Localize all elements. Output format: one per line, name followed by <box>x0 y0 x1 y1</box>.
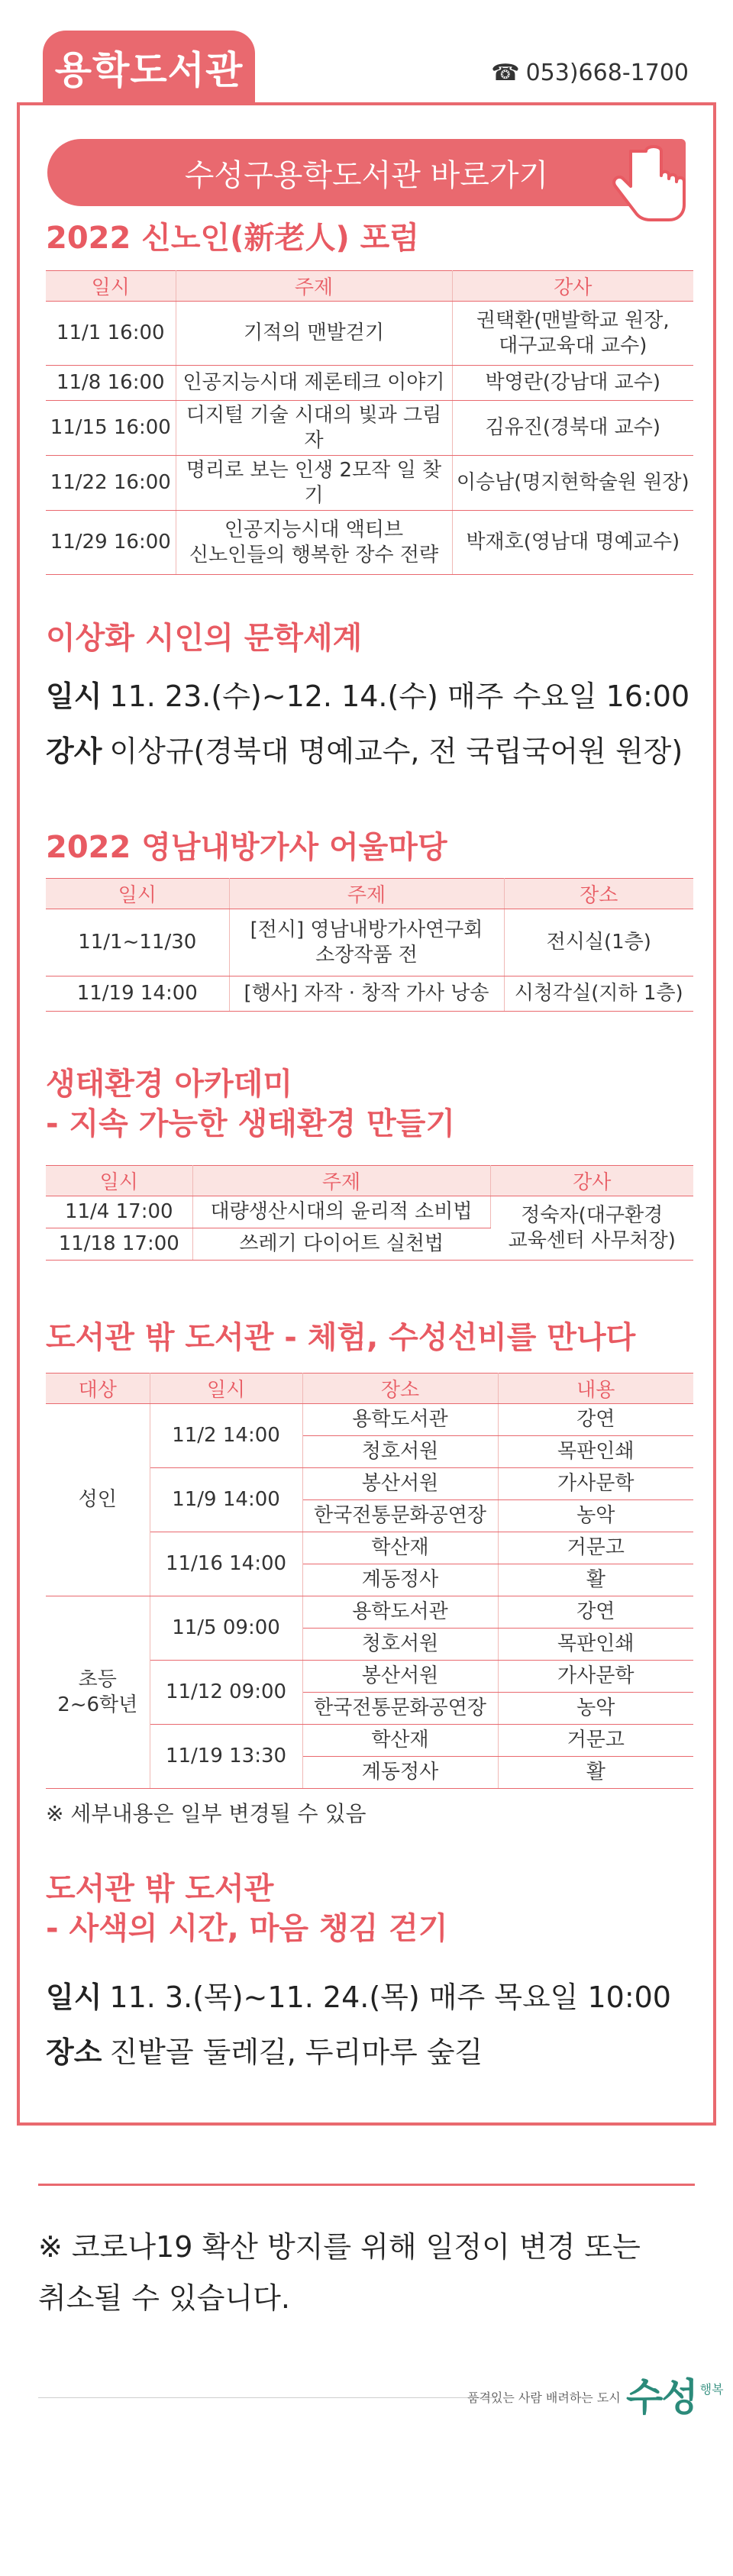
library-shortcut-button[interactable] <box>47 139 686 206</box>
outside-content-cell: 가사문학 <box>498 1468 693 1500</box>
outside-content-cell: 가사문학 <box>498 1661 693 1693</box>
outside-place-cell: 계동정사 <box>302 1564 498 1596</box>
eco-topic-cell: 대량생산시대의 윤리적 소비법 <box>192 1196 490 1228</box>
logo-small-text: 행복 <box>699 2382 724 2397</box>
eco-lecturer-cell: 정숙자(대구환경 교육센터 사무처장) <box>490 1196 693 1261</box>
table-row <box>46 976 693 1012</box>
outside-content-cell: 농악 <box>498 1500 693 1532</box>
outside-content-cell: 활 <box>498 1757 693 1789</box>
forum-topic-cell: 명리로 보는 인생 2모작 일 찾기 <box>176 456 452 511</box>
outside-target-cell: 초등 2~6학년 <box>46 1596 150 1789</box>
gasa-place-cell: 전시실(1층) <box>504 909 693 976</box>
walk-title-line2: - 사색의 시간, 마음 챙김 걷기 <box>46 1911 448 1946</box>
gasa-topic-cell: [행사] 자작 · 창작 가사 낭송 <box>229 976 504 1012</box>
gasa-topic-cell: [전시] 영남내방가사연구회 소장작품 전 <box>229 909 504 976</box>
outside-date-cell: 11/9 14:00 <box>150 1468 302 1532</box>
eco-title <box>46 1064 455 1144</box>
forum-topic-cell: 인공지능시대 제론테크 이야기 <box>176 366 452 401</box>
walk-title-line1: 도서관 밖 도서관 <box>46 1871 274 1906</box>
table-row <box>46 1404 693 1436</box>
city-slogan: 품격있는 사람 배려하는 도시 <box>467 2390 621 2405</box>
outside-note: ※ 세부내용은 일부 변경될 수 있음 <box>46 1801 366 1826</box>
gasa-title: 2022 영남내방가사 어울마당 <box>46 830 447 865</box>
forum-lecturer-cell: 이승남(명지현학술원 원장) <box>452 456 693 511</box>
gasa-place-cell: 시청각실(지하 1층) <box>504 976 693 1012</box>
walk-date <box>46 1980 671 2016</box>
poet-date <box>46 680 689 715</box>
eco-col-date: 일시 <box>46 1166 192 1196</box>
gasa-col-date: 일시 <box>46 879 229 909</box>
library-shortcut-label: 수성구용학도서관 바로가기 <box>184 157 549 193</box>
outside-date-cell: 11/5 09:00 <box>150 1596 302 1661</box>
outside-content-cell: 목판인쇄 <box>498 1629 693 1661</box>
gasa-date-cell: 11/19 14:00 <box>46 976 229 1012</box>
gasa-date-cell: 11/1~11/30 <box>46 909 229 976</box>
outside-place-cell: 청호서원 <box>302 1436 498 1468</box>
eco-col-lecturer: 강사 <box>490 1166 693 1196</box>
outside-col-date: 일시 <box>150 1374 302 1404</box>
gasa-col-topic: 주제 <box>229 879 504 909</box>
outside-place-cell: 봉산서원 <box>302 1468 498 1500</box>
table-row <box>46 1196 693 1228</box>
phone-number[interactable] <box>491 60 689 86</box>
outside-date-cell: 11/2 14:00 <box>150 1404 302 1468</box>
outside-place-cell: 한국전통문화공연장 <box>302 1500 498 1532</box>
forum-col-topic: 주제 <box>176 271 452 302</box>
forum-col-lecturer: 강사 <box>452 271 693 302</box>
forum-lecturer-cell: 박영란(강남대 교수) <box>452 366 693 401</box>
outside-place-cell: 한국전통문화공연장 <box>302 1693 498 1725</box>
outside-date-cell: 11/12 09:00 <box>150 1661 302 1725</box>
outside-content-cell: 거문고 <box>498 1532 693 1564</box>
outside-date-cell: 11/16 14:00 <box>150 1532 302 1596</box>
outside-title: 도서관 밖 도서관 - 체험, 수성선비를 만나다 <box>46 1320 636 1355</box>
eco-date-cell: 11/4 17:00 <box>46 1196 192 1228</box>
outside-col-place: 장소 <box>302 1374 498 1404</box>
forum-lecturer-cell: 김유진(경북대 교수) <box>452 401 693 456</box>
forum-lecturer-cell: 박재호(영남대 명예교수) <box>452 511 693 575</box>
gasa-table <box>46 878 693 1012</box>
outside-place-cell: 청호서원 <box>302 1629 498 1661</box>
suseong-logo <box>626 2367 724 2422</box>
outside-target-cell: 성인 <box>46 1404 150 1596</box>
table-row <box>46 302 693 366</box>
walk-date-label: 일시 <box>46 1980 102 2014</box>
phone-icon: ☎ <box>491 60 520 86</box>
outside-content-cell: 농악 <box>498 1693 693 1725</box>
forum-topic-cell: 디지털 기술 시대의 빛과 그림자 <box>176 401 452 456</box>
outside-place-cell: 용학도서관 <box>302 1404 498 1436</box>
pointing-hand-icon <box>608 142 687 226</box>
forum-date-cell: 11/1 16:00 <box>46 302 176 366</box>
walk-place <box>46 2035 483 2071</box>
eco-topic-cell: 쓰레기 다이어트 실천법 <box>192 1228 490 1261</box>
outside-date-cell: 11/19 13:30 <box>150 1725 302 1789</box>
forum-lecturer-cell: 권택환(맨발학교 원장, 대구교육대 교수) <box>452 302 693 366</box>
forum-table <box>46 270 693 575</box>
logo-text: 수성 <box>626 2375 697 2419</box>
table-row <box>46 511 693 575</box>
poet-date-value: 11. 23.(수)~12. 14.(수) 매주 수요일 16:00 <box>109 680 690 713</box>
forum-topic-cell: 기적의 맨발걷기 <box>176 302 452 366</box>
forum-col-date: 일시 <box>46 271 176 302</box>
library-name-tab: 용학도서관 <box>43 31 255 104</box>
outside-place-cell: 학산재 <box>302 1725 498 1757</box>
forum-date-cell: 11/29 16:00 <box>46 511 176 575</box>
poet-title: 이상화 시인의 문학세계 <box>46 621 363 656</box>
table-row <box>46 401 693 456</box>
outside-place-cell: 학산재 <box>302 1532 498 1564</box>
poet-lecturer-label: 강사 <box>46 734 102 768</box>
outside-content-cell: 목판인쇄 <box>498 1436 693 1468</box>
eco-date-cell: 11/18 17:00 <box>46 1228 192 1261</box>
outside-content-cell: 활 <box>498 1564 693 1596</box>
footer-divider <box>38 2397 496 2398</box>
walk-place-label: 장소 <box>46 2035 102 2069</box>
table-row <box>46 456 693 511</box>
outside-place-cell: 봉산서원 <box>302 1661 498 1693</box>
outside-col-target: 대상 <box>46 1374 150 1404</box>
eco-title-line2: - 지속 가능한 생태환경 만들기 <box>46 1106 455 1141</box>
outside-content-cell: 거문고 <box>498 1725 693 1757</box>
outside-place-cell: 용학도서관 <box>302 1596 498 1629</box>
poet-date-label: 일시 <box>46 680 102 713</box>
forum-date-cell: 11/22 16:00 <box>46 456 176 511</box>
content-frame <box>17 102 716 2126</box>
forum-date-cell: 11/8 16:00 <box>46 366 176 401</box>
table-row <box>46 909 693 976</box>
table-row <box>46 1596 693 1629</box>
poet-lecturer-value: 이상규(경북대 명예교수, 전 국립국어원 원장) <box>109 734 683 768</box>
walk-place-value: 진밭골 둘레길, 두리마루 숲길 <box>109 2035 483 2069</box>
outside-content-cell: 강연 <box>498 1596 693 1629</box>
outside-col-content: 내용 <box>498 1374 693 1404</box>
corona-notice: ※ 코로나19 확산 방지를 위해 일정이 변경 또는 취소될 수 있습니다. <box>38 2230 641 2315</box>
eco-title-line1: 생태환경 아카데미 <box>46 1067 293 1102</box>
gasa-col-place: 장소 <box>504 879 693 909</box>
walk-title <box>46 1869 447 1948</box>
poet-lecturer <box>46 734 683 770</box>
outside-place-cell: 계동정사 <box>302 1757 498 1789</box>
forum-date-cell: 11/15 16:00 <box>46 401 176 456</box>
forum-topic-cell: 인공지능시대 액티브 신노인들의 행복한 장수 전략 <box>176 511 452 575</box>
phone-text: 053)668-1700 <box>525 60 689 86</box>
table-row <box>46 366 693 401</box>
forum-title: 2022 신노인(新老人) 포럼 <box>46 221 419 256</box>
eco-table <box>46 1165 693 1261</box>
outside-content-cell: 강연 <box>498 1404 693 1436</box>
outside-table <box>46 1373 693 1789</box>
walk-date-value: 11. 3.(목)~11. 24.(목) 매주 목요일 10:00 <box>109 1980 671 2014</box>
eco-col-topic: 주제 <box>192 1166 490 1196</box>
divider <box>38 2184 695 2186</box>
